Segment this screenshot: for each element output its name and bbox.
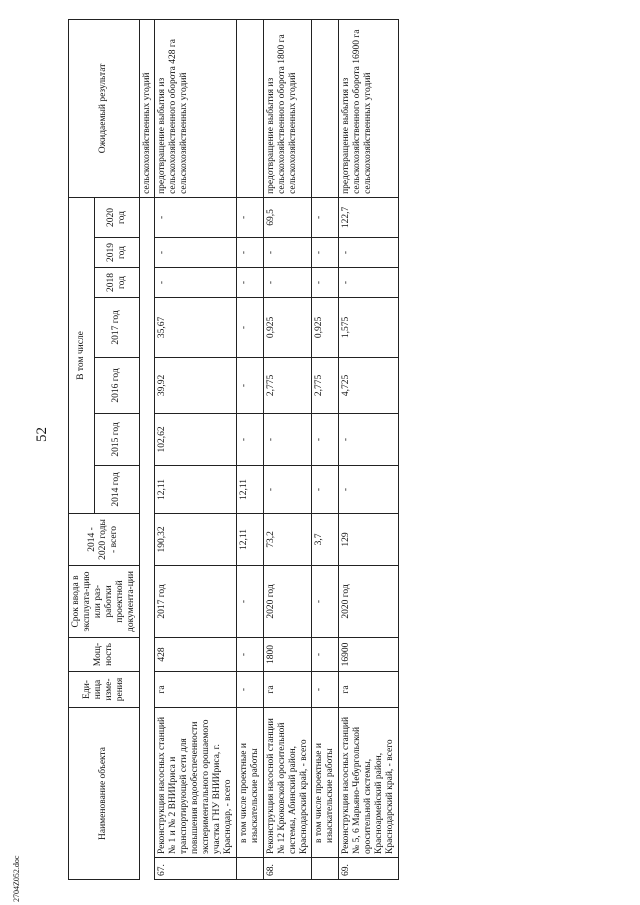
cell-y2014: - (263, 465, 312, 513)
table-row (236, 19, 263, 879)
cell-result (312, 19, 339, 197)
header-term: Срок ввода в эксплуата-цию или раз-работки проектной документа-ции (69, 565, 140, 637)
cell-unit: - (312, 671, 339, 707)
header-result: Ожидаемый результат (69, 19, 140, 197)
cell-total: 12,11 (236, 513, 263, 565)
cell-capacity: - (236, 637, 263, 671)
cell-y2020: 69,5 (263, 197, 312, 237)
cell-y2017: 0,925 (263, 297, 312, 357)
header-2017: 2017 год (95, 297, 139, 357)
cell-term: 2020 год (263, 565, 312, 637)
cell-name: Реконструкция насосной станции № 12 Крюковской оросительной системы, Абинский район, Краснодарский край, - всего (263, 707, 312, 857)
table-row (263, 19, 312, 879)
header-2014: 2014 год (95, 465, 139, 513)
table-row (339, 19, 399, 879)
header-2018: 2018 год (95, 267, 139, 297)
header-2015: 2015 год (95, 413, 139, 465)
cell-y2016: 4,725 (339, 357, 399, 413)
cell-y2015: - (339, 413, 399, 465)
cell-y2018: - (155, 267, 236, 297)
cell-capacity: - (312, 637, 339, 671)
cell-result: предотвращение выбытия из сельскохозяйственного оборота 428 га сельскохозяйственных угодий (155, 19, 236, 197)
cell-result: предотвращение выбытия из сельскохозяйственного оборота 1800 га сельскохозяйственных угодий (263, 19, 312, 197)
cell-y2015: 102,62 (155, 413, 236, 465)
cell-y2019: - (339, 237, 399, 267)
cell-y2020: - (155, 197, 236, 237)
cell-y2016: 2,775 (263, 357, 312, 413)
cell-term: - (312, 565, 339, 637)
cell-num: 69. (339, 858, 399, 880)
cell-name: Реконструкция насосных станций № 1 и № 2 ВНИИриса и транспортирующей сети для повышения водообеспеченности экспериментального орошаемого участка ГНУ ВНИИриса, г. Краснодар, - всего (155, 707, 236, 857)
cell-y2019: - (263, 237, 312, 267)
cell-y2017: - (236, 297, 263, 357)
cell-unit: га (339, 671, 399, 707)
table-row (312, 19, 339, 879)
header-capacity: Мощ-ность (69, 637, 140, 671)
cell-term: 2017 год (155, 565, 236, 637)
cell-y2018: - (236, 267, 263, 297)
cell-y2014: - (312, 465, 339, 513)
cell-y2018: - (339, 267, 399, 297)
header-object-name: Наименование объекта (69, 707, 140, 879)
cell-term: 2020 год (339, 565, 399, 637)
cell-y2017: 1,575 (339, 297, 399, 357)
cell-y2015: - (312, 413, 339, 465)
cell-total: 129 (339, 513, 399, 565)
cell-name: в том числе проектные и изыскательские работы (236, 707, 263, 857)
continuation-row (139, 19, 155, 879)
cell-num: 68. (263, 858, 312, 880)
cell-unit: га (263, 671, 312, 707)
cell-y2020: 122,7 (339, 197, 399, 237)
cell-unit: га (155, 671, 236, 707)
header-unit: Еди-ница изме-рения (69, 671, 140, 707)
cell-y2014: - (339, 465, 399, 513)
cell-y2018: - (263, 267, 312, 297)
header-total: 2014 - 2020 годы - всего (69, 513, 140, 565)
cell-y2019: - (236, 237, 263, 267)
table-row (155, 19, 236, 879)
cell-total: 3,7 (312, 513, 339, 565)
header-2019: 2019 год (95, 237, 139, 267)
cell-capacity: 16900 (339, 637, 399, 671)
cell-name: в том числе проектные и изыскательские работы (312, 707, 339, 857)
cell-y2018: - (312, 267, 339, 297)
cell-term: - (236, 565, 263, 637)
page-number: 52 (34, 427, 50, 442)
result-continuation: сельскохозяйственных угодий (139, 19, 155, 197)
cell-name: Реконструкция насосных станций № 5, 6 Марьяно-Чебургольской оросительной системы, Красноармейский район, Краснодарский край, - всего (339, 707, 399, 857)
header-including: В том числе (69, 197, 95, 513)
cell-y2016: 2,775 (312, 357, 339, 413)
cell-unit: - (236, 671, 263, 707)
program-table (68, 19, 399, 880)
cell-y2016: 39,92 (155, 357, 236, 413)
cell-total: 190,32 (155, 513, 236, 565)
cell-y2016: - (236, 357, 263, 413)
header-2016: 2016 год (95, 357, 139, 413)
cell-num (312, 858, 339, 880)
header-2020: 2020 год (95, 197, 139, 237)
cell-y2019: - (155, 237, 236, 267)
cell-capacity: 1800 (263, 637, 312, 671)
cell-y2015: - (236, 413, 263, 465)
cell-capacity: 428 (155, 637, 236, 671)
cell-y2014: 12,11 (236, 465, 263, 513)
cell-y2014: 12,11 (155, 465, 236, 513)
cell-total: 73,2 (263, 513, 312, 565)
cell-num: 67. (155, 858, 236, 880)
cell-y2019: - (312, 237, 339, 267)
cell-y2017: 35,67 (155, 297, 236, 357)
footer-filename: 2704Z052.doc (12, 855, 21, 902)
cell-y2015: - (263, 413, 312, 465)
cell-y2020: - (312, 197, 339, 237)
cell-num (236, 858, 263, 880)
cell-y2020: - (236, 197, 263, 237)
cell-result: предотвращение выбытия из сельскохозяйственного оборота 16900 га сельскохозяйственных угодий (339, 19, 399, 197)
cell-y2017: 0,925 (312, 297, 339, 357)
rotated-table-container (68, 20, 628, 880)
cell-result (236, 19, 263, 197)
